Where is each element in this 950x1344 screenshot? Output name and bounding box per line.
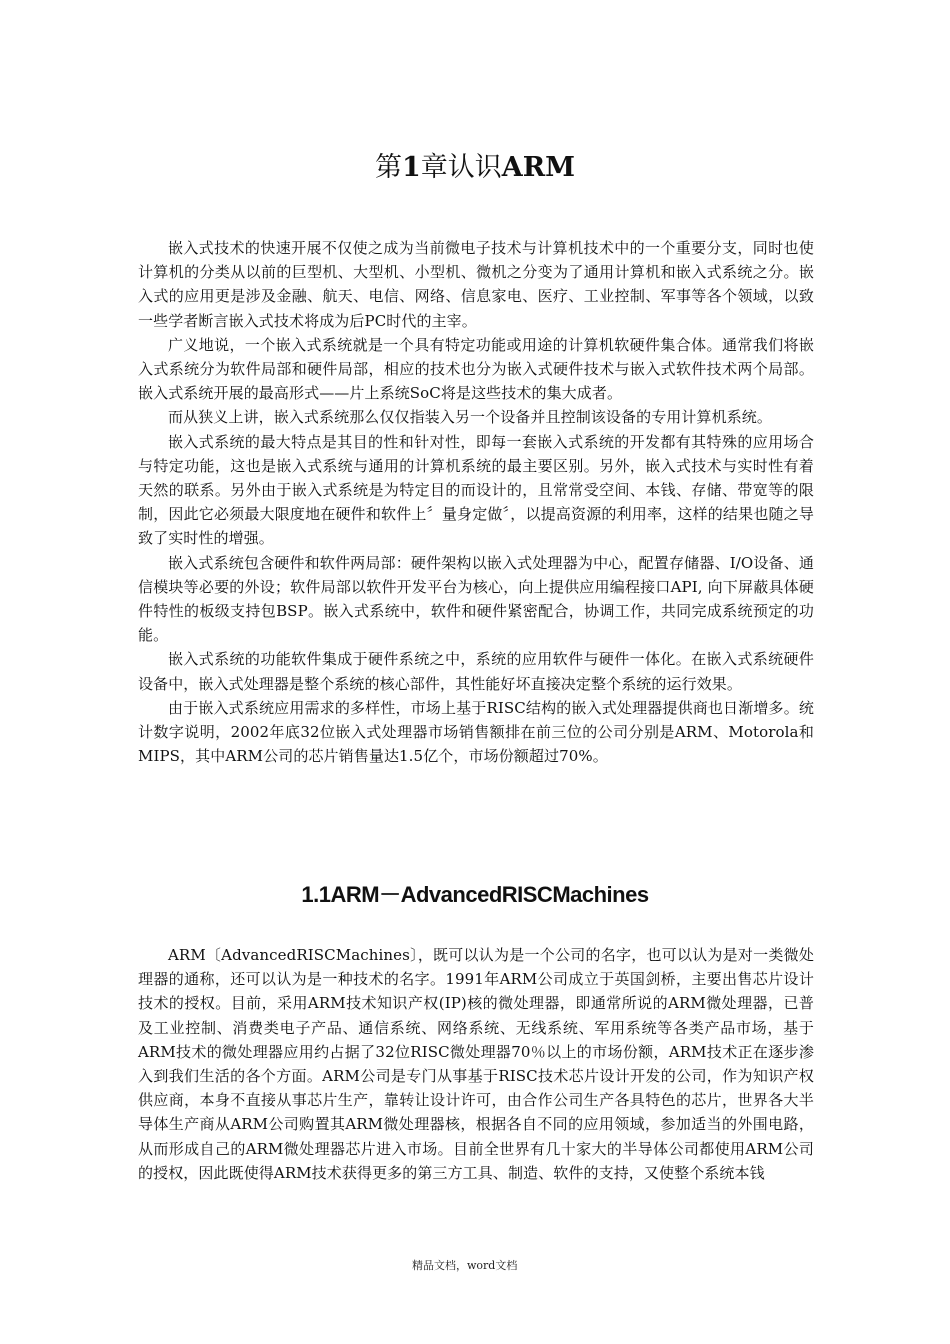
paragraph: 嵌入式技术的快速开展不仅使之成为当前微电子技术与计算机技术中的一个重要分支，同时也使计算机的分类从以前的巨型机、大型机、小型机、微机之分变为了通用计算机和嵌入式系统之分。嵌入式的应用更是涉及金融、航天、电信、网络、信息家电、医疗、工业控制、军事等各个领域，以致一些学者断言嵌入式技术将成为后PC时代的主宰。 bbox=[138, 239, 814, 330]
paragraph: 而从狭义上讲，嵌入式系统那么仅仅指装入另一个设备并且控制该设备的专用计算机系统。 bbox=[168, 408, 773, 427]
chapter-prefix: 第 bbox=[374, 152, 402, 183]
paragraph: 嵌入式系统包含硬件和软件两局部：硬件架构以嵌入式处理器为中心，配置存储器、I/O设备、通信模块等必要的外设；软件局部以软件开发平台为核心，向上提供应用编程接口API, 向下屏蔽具体硬件特性的板级支持包BSP。嵌入式系统中，软件和硬件紧密配合，协调工作，共同完成系统预定的功能。 bbox=[138, 553, 814, 645]
paragraph: 嵌入式系统的功能软件集成于硬件系统之中，系统的应用软件与硬件一体化。在嵌入式系统硬件设备中，嵌入式处理器是整个系统的核心部件，其性能好坏直接决定整个系统的运行效果。 bbox=[138, 650, 814, 693]
chapter-title bbox=[0, 150, 950, 186]
paragraph: 嵌入式系统的最大特点是其目的性和针对性，即每一套嵌入式系统的开发都有其特殊的应用场合与特定功能，这也是嵌入式系统与通用的计算机系统的最主要区别。另外，嵌入式技术与实时性有着天然的联系。另外由于嵌入式系统是为特定目的而设计的，且常常受空间、本钱、存储、带宽等的限制，因此它必须最大限度地在硬件和软件上〞量身定做〞，以提高资源的利用率，这样的结果也随之导致了实时性的增强。 bbox=[138, 432, 814, 548]
chapter-name: ARM bbox=[501, 152, 576, 183]
section-heading: 1.1ARM－AdvancedRISCMachines bbox=[301, 882, 649, 907]
chapter-middle: 章认识 bbox=[420, 152, 502, 183]
chapter-intro-text bbox=[138, 236, 814, 768]
paragraph: 广义地说，一个嵌入式系统就是一个具有特定功能或用途的计算机软硬件集合体。通常我们将嵌入式系统分为软件局部和硬件局部，相应的技术也分为嵌入式硬件技术与嵌入式软件技术两个局部。嵌入式系统开展的最高形式——片上系统SoC将是这些技术的集大成者。 bbox=[138, 335, 814, 403]
page-footer: 精品文档，word文档 bbox=[412, 1259, 518, 1272]
paragraph: 由于嵌入式系统应用需求的多样性，市场上基于RISC结构的嵌入式处理器提供商也日渐增多。统计数字说明，2002年底32位嵌入式处理器市场销售额排在前三位的公司分别是ARM、Motorola和MIPS，其中ARM公司的芯片销售量达1.5亿个，市场份额超过70%。 bbox=[138, 698, 814, 766]
paragraph: ARM〔AdvancedRISCMachines〕，既可以认为是一个公司的名字，也可以认为是对一类微处理器的通称，还可以认为是一种技术的名字。1991年ARM公司成立于英国剑桥，主要出售芯片设计技术的授权。目前，采用ARM技术知识产权(IP)核的微处理器，即通常所说的ARM微处理器，已普及工业控制、消费类电子产品、通信系统、网络系统、无线系统、军用系统等各类产品市场，基于ARM技术的微处理器应用约占据了32位RISC微处理器70％以上的市场份额，ARM技术正在逐步渗入到我们生活的各个方面。ARM公司是专门从事基于RISC技术芯片设计开发的公司，作为知识产权供应商，本身不直接从事芯片生产，靠转让设计许可，由合作公司生产各具特色的芯片，世界各大半导体生产商从ARM公司购置其ARM微处理器核，根据各自不同的应用领域，参加适当的外围电路，从而形成自己的ARM微处理器芯片进入市场。目前全世界有几十家大的半导体公司都使用ARM公司的授权，因此既使得ARM技术获得更多的第三方工具、制造、软件的支持，又使整个系统本钱 bbox=[138, 946, 814, 1182]
chapter-number: 1 bbox=[401, 152, 421, 183]
section-text bbox=[138, 943, 814, 1185]
